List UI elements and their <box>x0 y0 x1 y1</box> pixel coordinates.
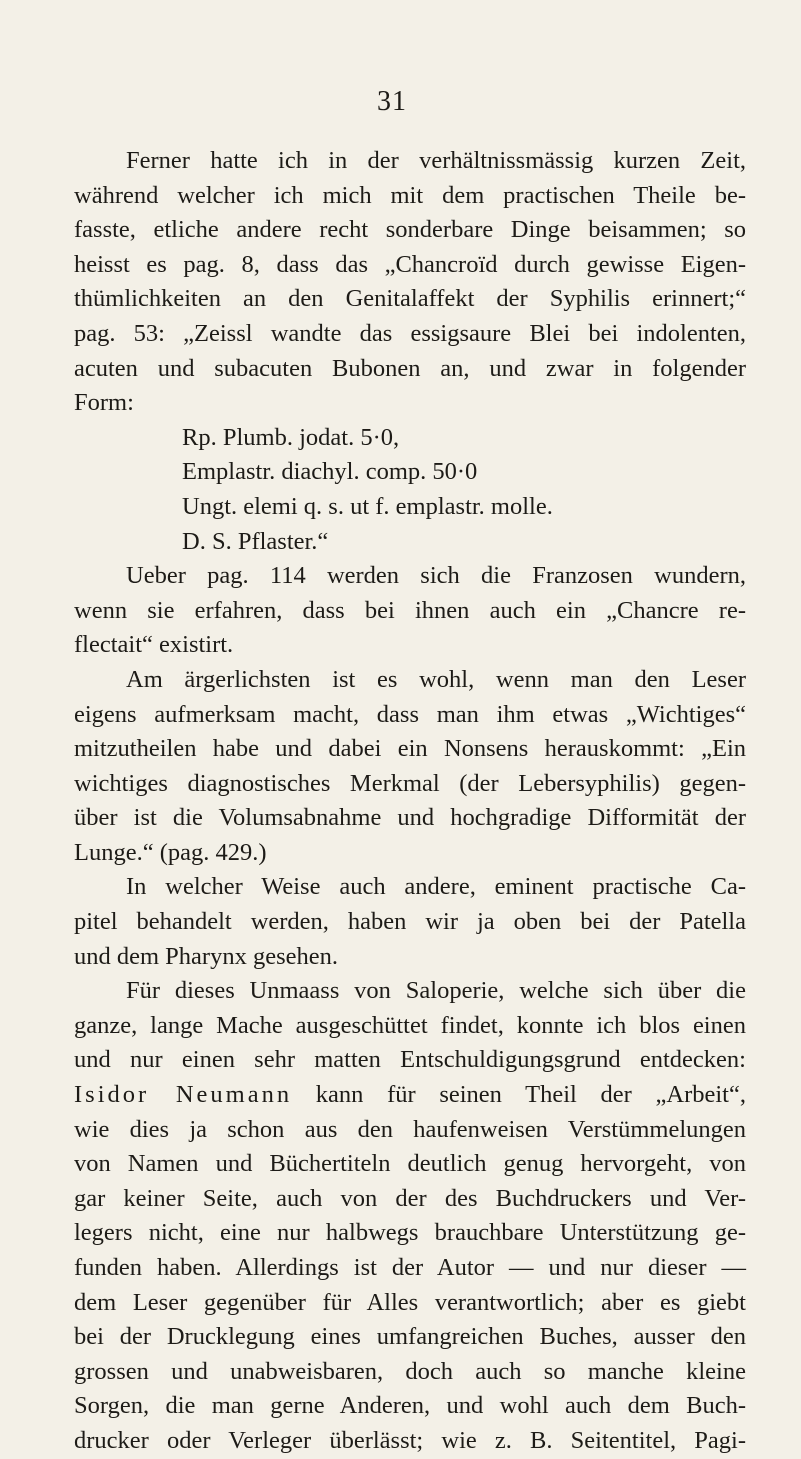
text-line: und dem Pharynx gesehen. <box>74 942 338 970</box>
text-line: pag. 53: „Zeissl wandte das essigsaure Blei bei indolenten, <box>74 319 746 347</box>
text-line: Für dieses Unmaass von Saloperie, welche sich über die <box>126 977 746 1005</box>
text-line: über ist die Volumsabnahme und hochgradige Difformität der <box>74 804 746 832</box>
text-line: von Namen und Büchertiteln deutlich genug hervorgeht, von <box>74 1150 746 1178</box>
text-line: und nur einen sehr matten Entschuldigungsgrund entdecken: <box>74 1046 746 1074</box>
body-text <box>74 144 746 1459</box>
text-line: fasste, etliche andere recht sonderbare Dinge beisammen; so <box>74 216 746 244</box>
text-line: D. S. Pflaster.“ <box>182 527 329 555</box>
text-line: heisst es pag. 8, dass das „Chancroïd durch gewisse Eigen- <box>74 250 746 278</box>
text-line: Form: <box>74 389 134 417</box>
text-line: In welcher Weise auch andere, eminent practische Ca- <box>126 873 746 901</box>
text-line: flectait“ existirt. <box>74 631 234 659</box>
text-line: eigens aufmerksam macht, dass man ihm etwas „Wichtiges“ <box>74 700 746 728</box>
text-line: grossen und unabweisbaren, doch auch so manche kleine <box>74 1357 746 1385</box>
page-number: 31 <box>377 86 407 117</box>
text-line: Sorgen, die man gerne Anderen, und wohl auch dem Buch- <box>74 1392 746 1420</box>
text-line: funden haben. Allerdings ist der Autor — und nur dieser — <box>74 1254 746 1281</box>
text-line: Ueber pag. 114 werden sich die Franzosen wundern, <box>126 562 746 590</box>
text-line: Emplastr. diachyl. comp. 50·0 <box>182 458 478 486</box>
text-line: drucker oder Verleger überlässt; wie z. B. Seitentitel, Pagi- <box>74 1426 746 1454</box>
text-line: dem Leser gegenüber für Alles verantwortlich; aber es giebt <box>74 1288 746 1316</box>
text-line: gar keiner Seite, auch von der des Buchdruckers und Ver- <box>74 1184 746 1212</box>
text-line: ganze, lange Mache ausgeschüttet findet, konnte ich blos einen <box>74 1011 746 1039</box>
text-line: Am ärgerlichsten ist es wohl, wenn man den Leser <box>126 665 746 693</box>
text-line: Isidor Neumann kann für seinen Theil der „Arbeit“, <box>74 1081 746 1109</box>
text-line: Rp. Plumb. jodat. 5·0, <box>182 423 400 451</box>
text-line: wenn sie erfahren, dass bei ihnen auch ein „Chancre re- <box>74 596 746 624</box>
text-line: während welcher ich mich mit dem practischen Theile be- <box>74 181 746 209</box>
text-line: thümlichkeiten an den Genitalaffekt der Syphilis erinnert;“ <box>74 285 746 313</box>
text-line: wichtiges diagnostisches Merkmal (der Lebersyphilis) gegen- <box>74 769 746 797</box>
text-line: pitel behandelt werden, haben wir ja oben bei der Patella <box>74 908 746 936</box>
text-line: wie dies ja schon aus den haufenweisen Verstümmelungen <box>74 1115 746 1143</box>
text-line: legers nicht, eine nur halbwegs brauchbare Unterstützung ge- <box>74 1219 746 1247</box>
text-line: Ungt. elemi q. s. ut f. emplastr. molle. <box>182 492 553 520</box>
text-line: Lunge.“ (pag. 429.) <box>74 838 267 866</box>
text-line: bei der Drucklegung eines umfangreichen Buches, ausser den <box>74 1323 746 1351</box>
text-line: Ferner hatte ich in der verhältnissmässig kurzen Zeit, <box>126 147 746 174</box>
text-line: mitzutheilen habe und dabei ein Nonsens herauskommt: „Ein <box>74 735 746 763</box>
text-line: acuten und subacuten Bubonen an, und zwar in folgender <box>74 354 746 382</box>
